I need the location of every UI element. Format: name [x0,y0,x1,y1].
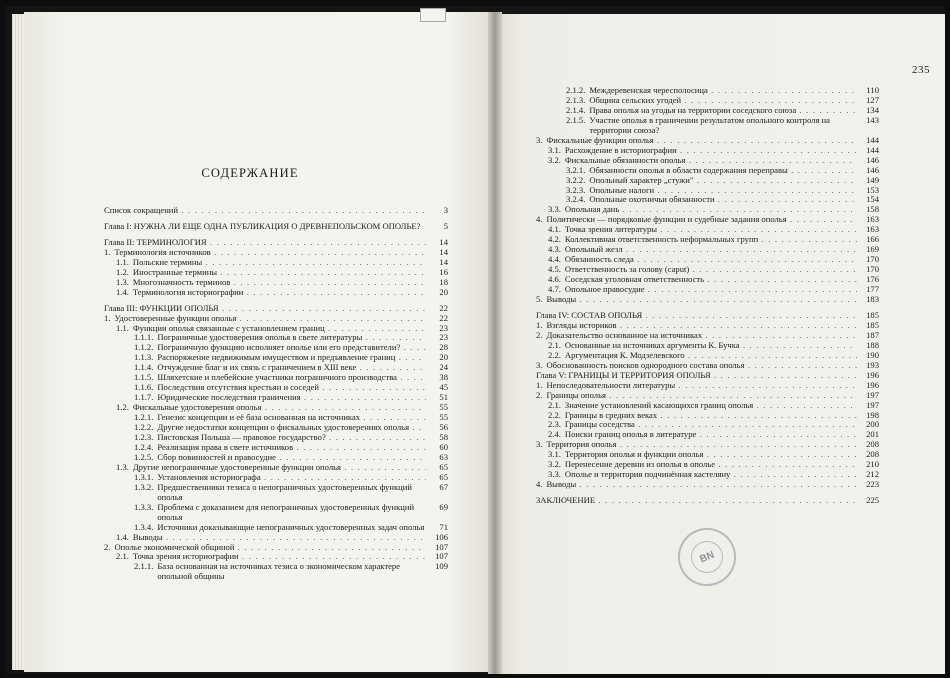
toc-entry-number: 2.1.1. [134,561,154,572]
toc-entry [536,391,879,401]
toc-entry-title: Обязанности ополья в области содержания переправы . . . [589,166,857,176]
toc-entry-page: 109 [435,561,448,572]
toc-entry-title: Границы в средних веках . . . [565,411,857,421]
stamp-initials: BN [686,536,728,578]
toc-entry-number: 3.2. [548,459,561,470]
toc-entry [536,176,879,186]
toc-entry-page: 163 [866,224,879,235]
toc-entry-page: 20 [439,286,448,297]
toc-entry-page: 63 [439,451,448,462]
toc-entry [536,215,879,225]
toc-entry-page: 65 [439,471,448,482]
toc-entry-page: 190 [866,349,879,360]
toc-entry-page: 3 [443,205,448,215]
toc-entry [104,324,448,334]
toc-entry-title: Границы ополья . . . [546,391,857,401]
toc-entry-title: Пястовская Польша — правовое государство? . . . [157,433,426,443]
toc-entry [104,383,448,393]
toc-entry-page: 134 [866,104,879,115]
toc-entry-title: Фискальные обязанности ополья . . . [565,156,857,166]
toc-entry-page: 193 [866,359,879,370]
toc-entry-number: 1.2.5. [134,451,154,462]
toc-entry [536,361,879,371]
toc-entry-page: 166 [866,234,879,245]
toc-entry-number: 3.2.2. [566,174,586,185]
toc-entry-number: 1.1. [116,322,129,333]
toc-entry-number: 4.4. [548,254,561,265]
toc-entry [104,206,448,216]
toc-entry [536,275,879,285]
toc-entry-title: Глава II: ТЕРМИНОЛОГИЯ . . . [104,238,426,248]
toc-entry [536,116,879,136]
toc-entry-title: Распоряжение недвижимым имуществом и предъявление границ . . . [157,353,426,363]
toc-entry-page: 169 [866,244,879,255]
toc-entry [104,268,448,278]
toc-entry-number: 1.3.2. [134,481,154,492]
toc-entry-page: 55 [439,412,448,423]
bookmark-tab [420,8,446,22]
toc-entry [104,258,448,268]
toc-entry-number: 4.1. [548,224,561,235]
toc-entry-title: Генезис концепции и её база основанная на источниках . . . [157,413,426,423]
toc-entry [104,238,448,248]
toc-entry-title: Территория ополья и функции ополья . . . [565,450,857,460]
toc-entry-title: Перенесение деревни из ополья в ополье . . . [565,460,857,470]
toc-entry-number: 4.6. [548,274,561,285]
toc-entry-page: 14 [439,246,448,257]
toc-entry-page: 23 [439,332,448,343]
toc-entry-title: Пограничную функцию исполняет ополье или его представители? . . . [157,343,426,353]
toc-entry [536,450,879,460]
toc-entry [536,460,879,470]
toc-entry-title: Соседская уголовная ответственность . . . [565,275,857,285]
toc-entry-page: 223 [866,479,879,490]
toc-entry-title: Выводы . . . [133,533,426,543]
toc-entry [104,373,448,383]
toc-entry-page: 210 [866,459,879,470]
toc-entry-page: 69 [439,501,448,512]
toc-entry-title: Функции ополья связанные с установлением границ . . . [133,324,426,334]
toc-entry-number: 1.4. [116,531,129,542]
toc-entry [536,351,879,361]
toc-entry-number: 1.2. [116,402,129,413]
toc-entry-number: 3.1. [548,144,561,155]
toc-entry-page: 187 [866,329,879,340]
toc-entry [104,483,448,503]
toc-entry-number: 1.1.5. [134,372,154,383]
toc-entry-title: Основанные на источниках аргументы К. Бучка . . . [565,341,857,351]
toc-entry-title: Ополье экономической общиной . . . [114,543,426,553]
toc-entry-number: 1.3.4. [134,521,154,532]
toc-entry-title: Глава I: НУЖНА ЛИ ЕЩЕ ОДНА ПУБЛИКАЦИЯ О ДРЕВНЕПОЛЬСКОМ ОПОЛЬЕ? [104,221,421,231]
toc-entry [104,393,448,403]
toc-entry-title: Предшественники тезиса о непограничных удостоверенных функций ополья [157,482,412,502]
toc-entry-number: 1.2.4. [134,441,154,452]
toc-entry [104,222,448,232]
toc-entry [536,440,879,450]
toc-entry-page: 18 [439,276,448,287]
toc-entry-number: 4.7. [548,284,561,295]
toc-entry-title: Опольный характер „стужи" . . . [589,176,857,186]
toc-entry-title: Пограничные удостоверения ополья в свете литературы . . . [157,333,426,343]
toc-entry-title: Источники доказывающие непограничных удостоверенных задач ополья [157,522,425,532]
toc-entry [536,205,879,215]
toc-entry-title: Иностранные термины . . . [133,268,426,278]
toc-entry-number: 2.1. [548,339,561,350]
toc-entry-page: 143 [866,114,879,125]
toc-entry-number: 1. [104,246,111,257]
toc-entry [104,473,448,483]
toc-entry-page: 14 [439,256,448,267]
toc-entry-page: 38 [439,372,448,383]
toc-entry-number: 3. [536,134,543,145]
toc-entry-page: 196 [866,369,879,380]
toc-entry-page: 55 [439,402,448,413]
toc-entry-page: 176 [866,274,879,285]
toc-entry [536,166,879,176]
toc-entry [536,245,879,255]
toc-entry-page: 183 [866,294,879,305]
toc-entry-title: Другие недостатки концепции о фискальных удостоверениях ополья . . . [157,423,426,433]
toc-entry [536,96,879,106]
toc-entry-number: 1.4. [116,286,129,297]
toc-entry [536,285,879,295]
toc-entry-number: 1.2.2. [134,422,154,433]
toc-entry [104,443,448,453]
toc-entry-number: 1.1.7. [134,392,154,403]
toc-entry-title: Опольные охотничьи обязанности . . . [589,195,857,205]
toc-entry-page: 196 [866,379,879,390]
toc-entry-page: 45 [439,382,448,393]
toc-entry-title: Точка зрения литературы . . . [565,225,857,235]
toc-entry-number: 1.1.6. [134,382,154,393]
toc-entry [536,341,879,351]
toc-entry-page: 198 [866,409,879,420]
toc-entry-page: 71 [439,521,448,532]
toc-entry-page: 185 [866,319,879,330]
toc-entry-page: 146 [866,154,879,165]
toc-entry [104,363,448,373]
toc-entry-title: Терминология историографии . . . [133,288,426,298]
toc-entry-title: База основанная на источниках тезиса о экономическом характере опольной общины [157,562,401,582]
toc-entry-page: 153 [866,184,879,195]
toc-entry-title: Опольная дань . . . [565,205,857,215]
toc-entry-number: 1.2. [116,266,129,277]
toc-entry-page: 58 [439,432,448,443]
toc-entry-number: 2.1. [116,551,129,562]
toc-entry-page: 208 [866,449,879,460]
toc-entry-page: 197 [866,389,879,400]
toc-entry-title: Опольные налоги . . . [589,186,857,196]
toc-entry-title: Реализация права в свете источников . . . [157,443,426,453]
toc-entry [536,371,879,381]
toc-entry-number: 3.2.1. [566,164,586,175]
toc-entry-title: Фискальные удостоверения ополья . . . [133,403,426,413]
toc-entry [104,562,448,582]
toc-entry-title: Терминология источников . . . [114,248,426,258]
toc-entry-title: Поиски границ ополья в литературе . . . [565,430,857,440]
toc-entry-title: Ответственность за голову (caput) . . . [565,265,857,275]
toc-entry-number: 4.3. [548,244,561,255]
toc-entry-page: 107 [435,541,448,552]
toc-entry-page: 16 [439,266,448,277]
toc-entry-page: 144 [866,144,879,155]
toc-entry [536,255,879,265]
toc-entry-title: Междеревенская чересполосица . . . [589,86,857,96]
toc-entry-title: ЗАКЛЮЧЕНИЕ . . . [536,496,857,506]
toc-entry-page: 170 [866,254,879,265]
toc-entry-page: 24 [439,362,448,373]
toc-entry-title: Отчуждение благ и их связь с граничением в XIII веке . . . [157,363,426,373]
toc-entry [536,480,879,490]
toc-entry [536,235,879,245]
toc-entry-number: 1.1.2. [134,342,154,353]
toc-entry [536,265,879,275]
toc-entry [536,420,879,430]
toc-entry-title: Удостоверенные функции ополья . . . [114,314,426,324]
toc-entry-title: Глава V: ГРАНИЦЫ И ТЕРРИТОРИЯ ОПОЛЬЯ . . . [536,371,857,381]
toc-entry-title: Значение установлений касающихся границ ополья . . . [565,401,857,411]
toc-entry-number: 2.3. [548,419,561,430]
toc-entry-title: Взгляды историков . . . [546,321,857,331]
toc-entry-title: Юридические последствия граничения . . . [157,393,426,403]
toc-entry [536,470,879,480]
toc-entry-title: Обоснованность поисков однородного состава ополья . . . [546,361,857,371]
toc-entry [104,503,448,523]
toc-entry-number: 3.2. [548,154,561,165]
toc-entry [104,333,448,343]
toc-entry-number: 3. [536,439,543,450]
toc-entry [104,413,448,423]
toc-entry [104,453,448,463]
toc-entry-number: 4. [536,214,543,225]
toc-entry-number: 1.2.1. [134,412,154,423]
toc-entry-title: Список сокращений . . . [104,206,426,216]
toc-entry-number: 3.1. [548,449,561,460]
toc-entry-title: Участие ополья в граничении результатом опольного контроля на территории союза? [589,115,830,135]
toc-entry [536,321,879,331]
toc-entry-page: 170 [866,264,879,275]
toc-entry-title: Проблема с доказанием для непограничных удостоверенных функций ополья [157,502,415,522]
toc-entry-page: 188 [866,339,879,350]
toc-entry-number: 3.2.4. [566,194,586,205]
toc-entry-number: 3. [536,359,543,370]
toc-entry-page: 225 [866,495,879,506]
toc-entry-number: 2.4. [548,429,561,440]
toc-entry-number: 1.2.3. [134,432,154,443]
toc-entry-number: 3.2.3. [566,184,586,195]
toc-entry-title: Ополье и территория подчинённая кастеляну . . . [565,470,857,480]
toc-entry-page: 65 [439,461,448,472]
toc-entry-title: Коллективная ответственность неформальных групп . . . [565,235,857,245]
toc-entry-number: 1.3.1. [134,471,154,482]
toc-entry-page: 200 [866,419,879,430]
toc-entry-page: 28 [439,342,448,353]
toc-entry [536,295,879,305]
toc-entry-number: 2.1.5. [566,114,586,125]
toc-entry-number: 4.5. [548,264,561,275]
toc-right-column [536,86,879,506]
toc-entry-title: Община сельских угодей . . . [589,96,857,106]
toc-entry-number: 4.2. [548,234,561,245]
toc-entry [104,533,448,543]
toc-entry [536,401,879,411]
toc-entry [536,156,879,166]
toc-entry-number: 2.2. [548,349,561,360]
toc-entry [104,278,448,288]
toc-entry [104,353,448,363]
toc-entry-page: 163 [866,214,879,225]
toc-entry-number: 2.1.2. [566,85,586,95]
toc-entry [536,146,879,156]
toc-entry [104,288,448,298]
toc-entry-number: 1.3.3. [134,501,154,512]
toc-entry-title: Последствия отсутствия крестьян и соседей . . . [157,383,426,393]
toc-entry-title: Установления историографа . . . [157,473,426,483]
toc-entry [536,106,879,116]
toc-entry [104,248,448,258]
toc-entry-number: 2. [104,541,111,552]
toc-entry-number: 1.1.3. [134,352,154,363]
toc-entry-page: 67 [439,481,448,492]
toc-entry-page: 212 [866,469,879,480]
page-number: 235 [912,64,930,76]
toc-entry [104,423,448,433]
toc-entry [104,304,448,314]
toc-entry-page: 110 [866,85,879,95]
toc-entry-page: 60 [439,441,448,452]
toc-entry-title: Точка зрения историографии . . . [133,552,426,562]
toc-entry-title: Политически — порядковые функции и судебные задания ополья . . . [546,215,857,225]
toc-entry-title: Доказательство основанное на источниках . . . [546,331,857,341]
toc-entry-title: Права ополья на угодья на территории соседского союза . . . [589,106,857,116]
toc-entry-number: 3.3. [548,204,561,215]
toc-entry-title: Шляхетские и плебейские участники пограничного производства . . . [157,373,426,383]
contents-heading: СОДЕРЖАНИЕ [201,166,299,180]
toc-entry [104,403,448,413]
toc-entry-number: 1.3. [116,276,129,287]
toc-entry-number: 2.1. [548,399,561,410]
toc-entry [536,186,879,196]
toc-entry-title: Выводы . . . [546,295,857,305]
toc-entry [536,195,879,205]
toc-entry-title: Территория ополья . . . [546,440,857,450]
toc-entry-number: 3.3. [548,469,561,480]
toc-entry-title: Выводы . . . [546,480,857,490]
toc-entry-page: 14 [439,236,448,247]
toc-entry-page: 197 [866,399,879,410]
toc-entry [536,136,879,146]
toc-entry [536,411,879,421]
toc-entry-title: Польские термины . . . [133,258,426,268]
toc-entry-page: 201 [866,429,879,440]
toc-entry-title: Аргументация К. Модзелевского . . . [565,351,857,361]
toc-entry [104,343,448,353]
toc-entry-number: 1. [536,379,543,390]
toc-entry-number: 5. [536,294,543,305]
toc-entry-title: Непоследовательности литературы . . . [546,381,857,391]
toc-entry-page: 107 [435,551,448,562]
toc-entry-page: 22 [439,302,448,313]
toc-entry-page: 5 [443,220,448,231]
toc-entry [104,552,448,562]
toc-entry-page: 146 [866,164,879,175]
toc-entry-number: 2.1.3. [566,94,586,105]
toc-entry-number: 1. [104,312,111,323]
toc-entry-title: Границы соседства . . . [565,420,857,430]
toc-left-column [104,206,448,582]
toc-entry [536,311,879,321]
toc-entry [536,225,879,235]
toc-entry [536,86,879,96]
toc-entry-page: 20 [439,352,448,363]
toc-entry-page: 22 [439,312,448,323]
toc-entry-page: 51 [439,392,448,403]
toc-entry-number: 2.1.4. [566,104,586,115]
toc-entry-title: Сбор повинностей и правосудие . . . [157,453,426,463]
toc-entry-page: 106 [435,531,448,542]
toc-entry [536,331,879,341]
toc-entry-number: 1.1.4. [134,362,154,373]
toc-entry-page: 177 [866,284,879,295]
toc-entry [104,433,448,443]
toc-entry [104,543,448,553]
toc-entry-title: Опольное правосудие . . . [565,285,857,295]
toc-entry [104,523,448,533]
toc-entry-number: 1.1.1. [134,332,154,343]
toc-entry-number: 2.2. [548,409,561,420]
toc-entry [536,496,879,506]
toc-entry-page: 144 [866,134,879,145]
toc-entry-number: 1.1. [116,256,129,267]
toc-entry-title: Расхождение в историографии . . . [565,146,857,156]
toc-entry [104,463,448,473]
toc-entry-title: Фискальные функции ополья . . . [546,136,857,146]
toc-entry-page: 158 [866,204,879,215]
toc-entry-page: 149 [866,174,879,185]
toc-entry-page: 208 [866,439,879,450]
toc-entry-number: 4. [536,479,543,490]
toc-entry-title: Глава III: ФУНКЦИИ ОПОЛЬЯ . . . [104,304,426,314]
toc-entry-title: Многозначность терминов . . . [133,278,426,288]
toc-entry [536,381,879,391]
toc-entry-page: 56 [439,422,448,433]
toc-entry [536,430,879,440]
toc-entry-title: Опольный жезл . . . [565,245,857,255]
toc-entry-number: 1. [536,319,543,330]
toc-entry-title: Другие непограничные удостоверенные функции ополья . . . [133,463,426,473]
toc-entry [104,314,448,324]
toc-entry-title: Обязанность следа . . . [565,255,857,265]
toc-entry-number: 2. [536,329,543,340]
toc-entry-number: 2. [536,389,543,400]
toc-entry-page: 154 [866,194,879,205]
book-spine [488,12,502,674]
toc-entry-page: 127 [866,94,879,105]
toc-entry-number: 1.3. [116,461,129,472]
toc-entry-page: 23 [439,322,448,333]
toc-entry-page: 185 [866,309,879,320]
toc-entry-title: Глава IV: СОСТАВ ОПОЛЬЯ . . . [536,311,857,321]
